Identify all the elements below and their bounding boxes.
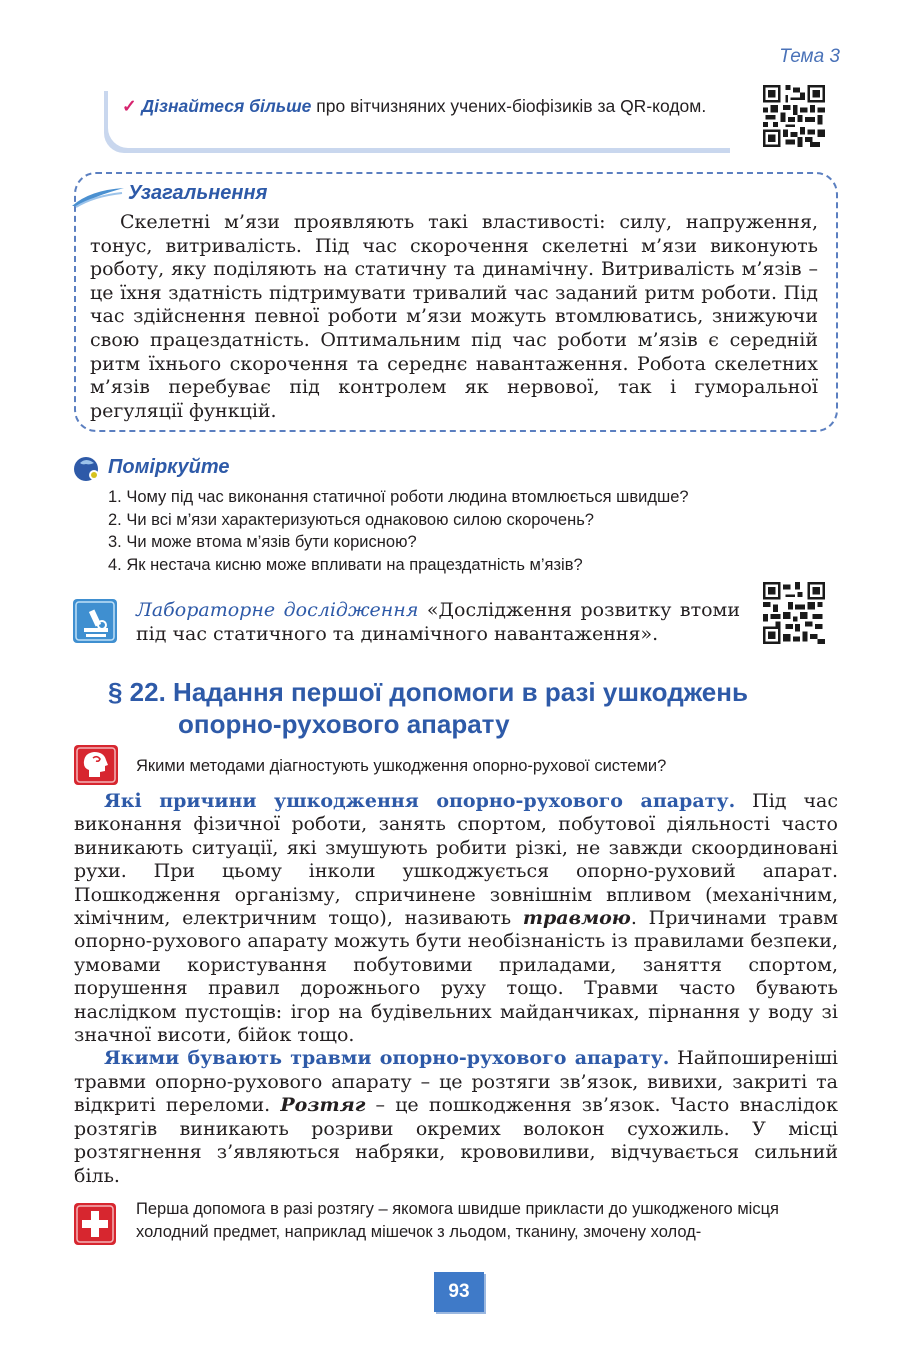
check-icon: ✓ xyxy=(122,96,137,116)
paragraph-text: Найпоширеніші травми опорно-рухового апарату – це розтяги зв’язок, вивихи, закриті та відкриті переломи. xyxy=(74,1047,839,1117)
paragraph-text: – це пошкодження зв’язок. Часто внаслідок розтягів виникають розриви окремих волокон сухожиль. У місці розтягнення з’являються набряки, крововиливи, відчувається сильний біль. xyxy=(74,1094,838,1187)
paragraph xyxy=(74,790,838,1047)
summary-text: Скелетні м’язи проявляють такі властивості: силу, напруження, тонус, витривалість. Під час скорочення скелетні м’язи виконують роботу, яку поділяють на статичну та динамічну. Витривалість м’язів – це їхня здатність підтримувати тривалий час заданий ритм роботи. Під час здійснення певної роботи м’язи можуть втомлюватись, знижуючи свою працездатність. Оптимальним під час роботи м’язів є середній ритм їхнього скорочення та середнє навантаження. Робота скелетних м’язів перебуває під контролем як нервової, так і гуморальної регуляції функцій. xyxy=(90,211,818,422)
thinking-profile-icon xyxy=(73,744,119,790)
body-text xyxy=(74,790,838,1188)
lab-emphasis: Лабораторне дослідження xyxy=(136,599,419,621)
list-item: 2. Чи всі м’язи характеризуються однаковою силою скорочень? xyxy=(108,510,594,529)
list-item: 1. Чому під час виконання статичної роботи людина втомлюється швидше? xyxy=(108,488,689,506)
learn-more-text xyxy=(122,95,722,118)
microscope-icon xyxy=(72,598,118,648)
term: Розтяг xyxy=(280,1094,366,1117)
qr-code-icon[interactable] xyxy=(763,85,825,147)
qr-code-icon[interactable] xyxy=(763,582,825,644)
paragraph-text: Під час виконання фізичної роботи, занять спортом, побутової діяльності часто виникають ситуації, які змушують робити різкі, не завжди скоординовані рухи. При цьому інколи ушкоджується опорно-руховий апарат. Пошкодження організму, спричинене зовнішнім впливом (механічним, хімічним, електричним тощо), називають xyxy=(74,790,838,930)
summary-title: Узагальнення xyxy=(128,182,268,204)
diagnosis-question: Якими методами діагностують ушкодження опорно-рухової системи? xyxy=(136,757,667,775)
swoosh-icon xyxy=(70,186,126,212)
section-title xyxy=(108,676,848,740)
list-item: 3. Чи може втома м’язів бути корисною? xyxy=(108,533,417,552)
think-title: Поміркуйте xyxy=(108,456,230,478)
term: травмою xyxy=(522,907,631,930)
lab-body: «Дослідження розвитку втоми під час статичного та динамічного навантаження». xyxy=(136,599,740,645)
paragraph-heading: Якими бувають травми опорно-рухового апарату. xyxy=(104,1047,670,1070)
paragraph-text: . Причинами травм опорно-рухового апарату можуть бути необізнаність із правилами безпеки, умовами користування побутовими приладами, заняття спортом, порушення правил дорожнього руху тощо. Травми часто бувають наслідком пустощів: ігор на будівельних майданчиках, пірнання у воду зі значної висоти, бійок тощо. xyxy=(74,907,838,1047)
lab-text xyxy=(136,598,740,646)
learn-more-emphasis: Дізнайтеся більше xyxy=(141,96,312,116)
topic-label: Тема 3 xyxy=(779,46,840,67)
section-title-line-2: опорно-рухового апарату xyxy=(178,709,510,739)
paragraph-heading: Які причини ушкодження опорно-рухового апарату. xyxy=(104,790,736,812)
thinking-head-icon xyxy=(72,455,102,487)
questions-list xyxy=(108,486,828,576)
first-aid-cross-icon xyxy=(73,1202,117,1250)
paragraph xyxy=(74,1047,838,1187)
learn-more-body: про вітчизняних учених-біофізиків за QR-кодом. xyxy=(311,96,707,116)
section-title-line-1: § 22. Надання першої допомоги в разі ушкоджень xyxy=(108,677,748,707)
first-aid-text: Перша допомога в разі розтягу – якомога швидше прикласти до ушкодженого місця холодний предмет, наприклад мішечок з льодом, тканину, змочену холод- xyxy=(136,1200,779,1241)
page-number: 93 xyxy=(434,1272,484,1312)
list-item: 4. Як нестача кисню може впливати на працездатність м’язів? xyxy=(108,555,583,574)
